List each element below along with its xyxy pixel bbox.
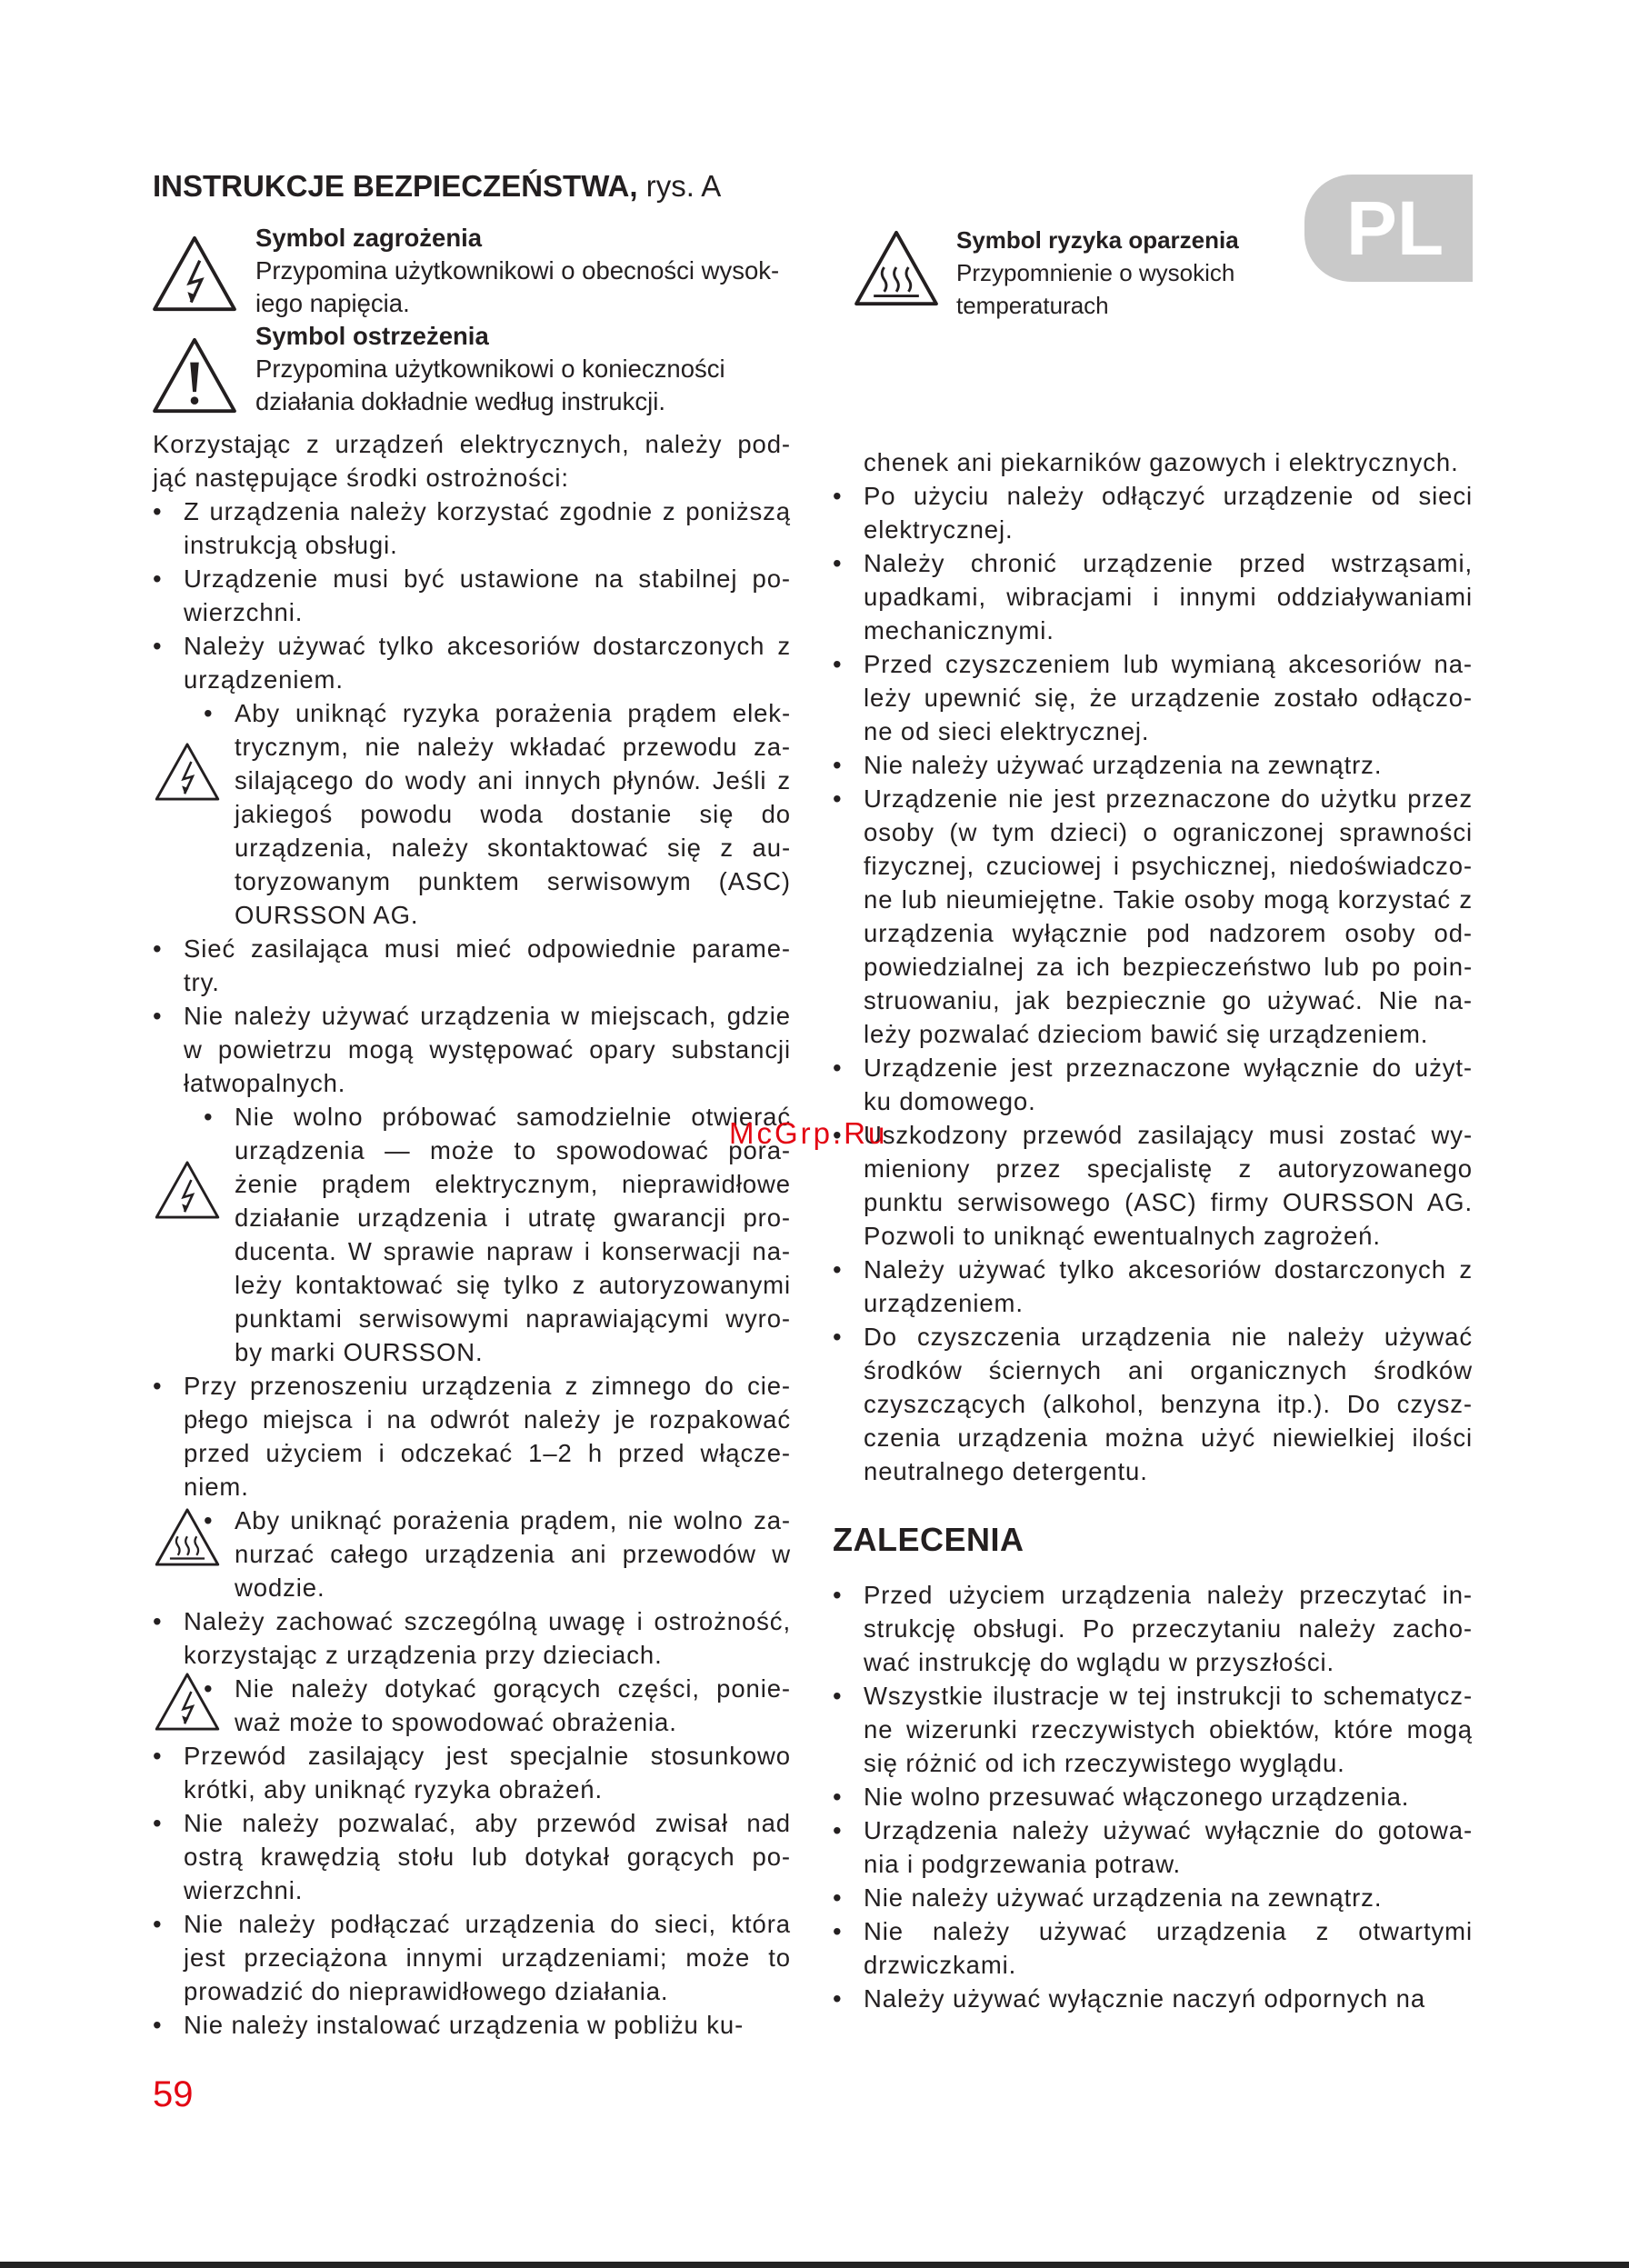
hot-surface-warning-icon xyxy=(853,229,940,307)
list-item: • Należy zachować szczególną uwagę i ostrożność, korzystając z urządzenia przy dzieciach. xyxy=(153,1604,791,1672)
page-number: 59 xyxy=(153,2074,194,2114)
list-item: • Przed użyciem urządzenia należy przeczytać in- strukcję obsługi. Po przeczytaniu należy zacho- wać instrukcję do wglądu w przyszłości. xyxy=(833,1578,1473,1679)
symbol-hazard-description: Symbol zagrożenia Przypomina użytkownikowi o obecności wysok- iego napięcia. xyxy=(255,224,780,317)
section-heading: ZALECENIA xyxy=(833,1521,1024,1558)
list-item: • Sieć zasilająca musi mieć odpowiednie parame- try. xyxy=(153,932,791,999)
list-item: • Do czyszczenia urządzenia nie należy używać środków ściernych ani organicznych środków czyszczących (alkohol, benzyna itp.). Do czysz- czenia urządzenia można użyć niewielkiej ilości neutralnego detergentu. xyxy=(833,1320,1473,1488)
list-item: • Należy chronić urządzenie przed wstrząsami, upadkami, wibracjami i innymi oddziaływaniami mechanicznymi. xyxy=(833,546,1473,647)
list-item: • Nie wolno przesuwać włączonego urządzenia. xyxy=(833,1780,1473,1813)
voltage-warning-block xyxy=(153,1100,791,1369)
list-item: • Aby uniknąć ryzyka porażenia prądem elek- trycznym, nie należy wkładać przewodu za- silającego do wody ani innych płynów. Jeśli z jakiegoś powodu woda dostanie się do urządzenia, należy skontaktować się z au- toryzowanym punktem serwisowym (ASC) OURSSON AG. xyxy=(153,696,791,932)
list-item: • Wszystkie ilustracje w tej instrukcji to schematycz- ne wizerunki rzeczywistych obiektów, które mogą się różnić od ich rzeczywistego wyglądu. xyxy=(833,1679,1473,1780)
list-item: • Nie należy pozwalać, aby przewód zwisał nad ostrą krawędzią stołu lub dotykał gorących po- wierzchni. xyxy=(153,1806,791,1907)
high-voltage-warning-icon xyxy=(151,235,238,313)
list-item: • Urządzenie jest przeznaczone wyłącznie do użyt- ku domowego. xyxy=(833,1051,1473,1118)
page-title: INSTRUKCJE BEZPIECZEŃSTWA, rys. A xyxy=(153,169,722,203)
list-item: • Nie należy używać urządzenia w miejscach, gdzie w powietrzu mogą występować opary substancji łatwopalnych. xyxy=(153,999,791,1100)
list-item: • Należy używać wyłącznie naczyń odpornych na xyxy=(833,1982,1473,2015)
list-item: • Nie należy używać urządzenia na zewnątrz. xyxy=(833,1881,1473,1914)
list-item: • Urządzenie musi być ustawione na stabilnej po- wierzchni. xyxy=(153,562,791,629)
exclamation-warning-icon xyxy=(151,336,238,415)
list-item: • Urządzenia należy używać wyłącznie do gotowa- nia i podgrzewania potraw. xyxy=(833,1813,1473,1881)
hot-surface-warning-block xyxy=(153,1504,791,1604)
list-item: • Należy używać tylko akcesoriów dostarczonych z urządzeniem. xyxy=(153,629,791,696)
list-item: • Nie należy używać urządzenia na zewnątrz. xyxy=(833,748,1473,782)
list-item: • Urządzenie nie jest przeznaczone do użytku przez osoby (w tym dzieci) o ograniczonej sprawności fizycznej, czuciowej i psychicznej, niedoświadczo- ne lub nieumiejętne. Takie osoby mogą korzystać z urządzenia wyłącznie pod nadzorem osoby od- powiedzialnej za ich bezpieczeństwo lub po poin- struowaniu, jak bezpiecznie go używać. Nie na- leży pozwalać dzieciom bawić się urządzeniem. xyxy=(833,782,1473,1051)
voltage-warning-block xyxy=(153,1672,791,1739)
list-item: • Uszkodzony przewód zasilający musi zostać wy- mieniony przez specjalistę z autoryzowanego punktu serwisowego (ASC) firmy OURSSON AG. Pozwoli to uniknąć ewentualnych zagrożeń. xyxy=(833,1118,1473,1253)
watermark: McGrp.Ru xyxy=(729,1116,888,1150)
list-item: • Przed czyszczeniem lub wymianą akcesoriów na- leży upewnić się, że urządzenie zostało odłączo- ne od sieci elektrycznej. xyxy=(833,647,1473,748)
voltage-warning-block xyxy=(153,696,791,932)
symbol-caution-description: Symbol ostrzeżenia Przypomina użytkownikowi o konieczności działania dokładnie według instrukcji. xyxy=(255,322,725,415)
list-item: • Przewód zasilający jest specjalnie stosunkowo krótki, aby uniknąć ryzyka obrażeń. xyxy=(153,1739,791,1806)
list-item: • Nie wolno próbować samodzielnie otwierać urządzenia — może to spowodować pora- żenie prądem elektrycznym, nieprawidłowe działanie urządzenia i utratę gwarancji pro- ducenta. W sprawie napraw i konserwacji na- leży kontaktować się tylko z autoryzowanymi punktami serwisowymi naprawiającymi wyro- by marki OURSSON. xyxy=(153,1100,791,1369)
list-item: • Nie należy dotykać gorących części, ponie- waż może to spowodować obrażenia. xyxy=(153,1672,791,1739)
list-item: • Nie należy używać urządzenia z otwartymi drzwiczkami. xyxy=(833,1914,1473,1982)
list-item: • Nie należy instalować urządzenia w pobliżu ku- xyxy=(153,2008,791,2042)
list-item: • Nie należy podłączać urządzenia do sieci, która jest przeciążona innymi urządzeniami; może to prowadzić do nieprawidłowego działania. xyxy=(153,1907,791,2008)
list-item: • Z urządzenia należy korzystać zgodnie z poniższą instrukcją obsługi. xyxy=(153,495,791,562)
right-column xyxy=(833,445,1473,2015)
left-column xyxy=(153,427,791,2042)
list-item: • Należy używać tylko akcesoriów dostarczonych z urządzeniem. xyxy=(833,1253,1473,1320)
list-item: • Po użyciu należy odłączyć urządzenie od sieci elektrycznej. xyxy=(833,479,1473,546)
list-item: • Aby uniknąć porażenia prądem, nie wolno za- nurzać całego urządzenia ani przewodów w wodzie. xyxy=(153,1504,791,1604)
intro-paragraph: Korzystając z urządzeń elektrycznych, należy pod- jąć następujące środki ostrożności: xyxy=(153,430,791,492)
continued-text: chenek ani piekarników gazowych i elektrycznych. xyxy=(864,448,1459,476)
bottom-rule xyxy=(0,2262,1629,2268)
symbol-burn-description: Symbol ryzyka oparzenia Przypomnienie o wysokich temperaturach xyxy=(956,226,1239,319)
list-item: • Przy przenoszeniu urządzenia z zimnego do cie- płego miejsca i na odwrót należy je rozpakować przed użyciem i odczekać 1–2 h przed włącze- niem. xyxy=(153,1369,791,1504)
language-tab: PL xyxy=(1304,175,1473,282)
